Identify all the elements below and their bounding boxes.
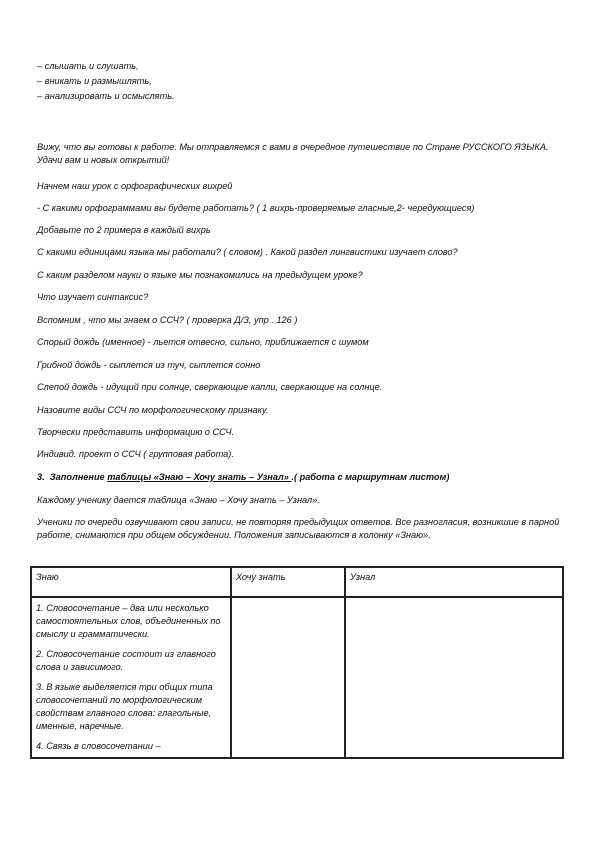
table-header-row: [31, 567, 563, 597]
learned-cell: [345, 597, 563, 758]
section-title-suffix: .( работа с маршрутнам листом): [291, 472, 450, 482]
paragraph: Вспомним , что мы знаем о ССЧ? ( проверка Д/З, упр . 126 ): [37, 315, 298, 325]
paragraph: С каким разделом науки о языке мы познакомились на предыдущем уроке?: [37, 270, 363, 280]
intro-list-item: – анализировать и осмыслять.: [37, 91, 175, 101]
header-want-to-know: Хочу знать: [231, 567, 345, 597]
kwl-table: [30, 566, 564, 759]
paragraph-instructions: Ученики по очереди озвучивают свои записи, не повторяя предыдущих ответов. Все разногласия, возникшие в парной работе, снимаются при общем обсуждении. Положения записываются в колонку «Знаю».: [37, 517, 560, 540]
paragraph-greeting: Вижу, что вы готовы к работе. Мы отправляемся с вами в очередное путешествие по Стране РУССКОГО ЯЗЫКА. Удачи вам и новых открытий!: [37, 142, 549, 165]
section-title: Заполнение: [49, 472, 105, 482]
paragraph: Творчески представить информацию о ССЧ.: [37, 427, 235, 437]
know-item: 2. Словосочетание состоит из главного слова и зависимого.: [36, 649, 216, 672]
want-to-know-cell: [231, 597, 345, 758]
paragraph: Добавьте по 2 примера в каждый вихрь: [37, 225, 211, 235]
paragraph: Спорый дождь (именное) - льется отвесно, сильно, приближается с шумом: [37, 337, 369, 347]
paragraph: - С какими орфограммами вы будете работать? ( 1 вихрь-проверяемые гласные,2- чередующиеся): [37, 203, 475, 213]
paragraph: Что изучает синтаксис?: [37, 292, 149, 302]
table-row: [31, 597, 563, 758]
header-learned: Узнал: [345, 567, 563, 597]
know-item: 4. Связь в словосочетании –: [36, 741, 161, 751]
paragraph: Назовите виды ССЧ по морфологическому признаку.: [37, 405, 269, 415]
section-title-link[interactable]: таблицы «Знаю – Хочу знать – Узнал»: [107, 472, 292, 482]
paragraph: Индивид. проект о ССЧ ( групповая работа).: [37, 449, 234, 459]
header-know: Знаю: [31, 567, 231, 597]
section-number: 3.: [37, 472, 45, 482]
intro-list-item: – вникать и размышлять,: [37, 76, 152, 86]
know-cell: [31, 597, 231, 758]
paragraph: С какими единицами языка мы работали? ( словом) . Какой раздел лингвистики изучает слово?: [37, 247, 458, 257]
section-heading: [37, 471, 449, 483]
paragraph: Каждому ученику дается таблица «Знаю – Хочу знать – Узнал».: [37, 495, 320, 505]
know-item: 3. В языке выделяется три общих типа словосочетаний по морфологическим свойствам главного слова: глагольные, именные, наречные.: [36, 682, 213, 731]
paragraph: Начнем наш урок с орфографических вихрей: [37, 181, 233, 191]
paragraph: Слепой дождь - идущий при солнце, сверкающие капли, сверкающие на солнце.: [37, 382, 383, 392]
know-item: 1. Словосочетание – два или несколько самостоятельных слов, объединенных по смыслу и грамматически.: [36, 603, 221, 639]
intro-list-item: – слышать и слушать,: [37, 61, 139, 71]
paragraph: Грибной дождь - сыплется из туч, сыплется сонно: [37, 360, 261, 370]
